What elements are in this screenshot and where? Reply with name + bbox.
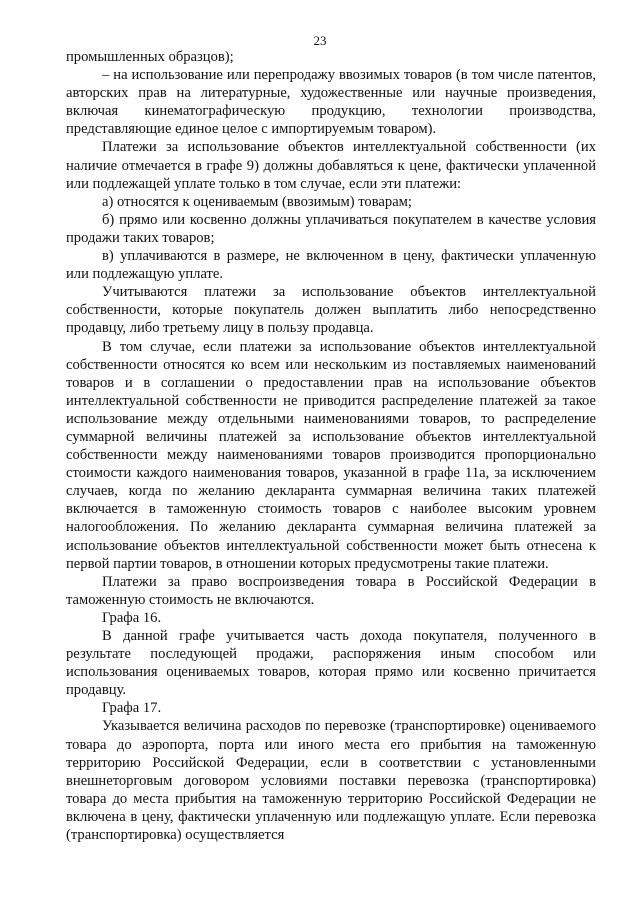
paragraph-5: б) прямо или косвенно должны уплачиваться покупателем в качестве условия продажи таких товаров; bbox=[66, 211, 596, 246]
paragraph-4: а) относятся к оцениваемым (ввозимым) товарам; bbox=[102, 193, 412, 210]
section-heading-16: Графа 16. bbox=[102, 609, 162, 626]
paragraph-2: – на использование или перепродажу ввозимых товаров (в том числе патентов, авторских прав на литературные, художественные или научные произведения, включая кинематографическую продукцию, технологии производства, представляющие единое целое с импортируемым товаром). bbox=[66, 67, 596, 138]
paragraph-6: в) уплачиваются в размере, не включенном в цену, фактически уплаченную или подлежащую уплате. bbox=[66, 248, 596, 283]
paragraph-11: В данной графе учитывается часть дохода покупателя, полученного в результате последующей продажи, распоряжения иным способом или использования оцениваемых товаров, которая прямо или косвенно причитается продавцу. bbox=[66, 628, 596, 699]
section-heading-17: Графа 17. bbox=[102, 700, 162, 717]
paragraph-7: Учитываются платежи за использование объектов интеллектуальной собственности, которые покупатель должен выплатить либо непосредственно продавцу, либо третьему лицу в пользу продавца. bbox=[66, 284, 596, 337]
paragraph-3: Платежи за использование объектов интеллектуальной собственности (их наличие отмечается в графе 9) должны добавляться к цене, фактически уплаченной или подлежащей уплате только в том случае, если эти платежи: bbox=[66, 139, 596, 192]
paragraph-1: промышленных образцов); bbox=[66, 49, 234, 65]
paragraph-9: Платежи за право воспроизведения товара в Российской Федерации в таможенную стоимость не включаются. bbox=[66, 573, 596, 608]
paragraph-8: В том случае, если платежи за использование объектов интеллектуальной собственности относятся ко всем или нескольким из поставляемых наименований товаров и в соглашении о предоставлении прав на использование объектов интеллектуальной собственности не приводится распределение платежей за такое использование между отдельными наименованиями товаров, то распределение суммарной величины платежей за использование объектов интеллектуальной собственности между наименованиями товаров производится пропорционально стоимости каждого наименования товаров, указанной в графе 11а, за исключением случаев, когда по желанию декларанта суммарная величина таких платежей включается в таможенную стоимость товаров с наиболее высоким уровнем налогообложения. По желанию декларанта суммарная величина платежей за использование объектов интеллектуальной собственности может быть отнесена к первой партии товаров, в отношении которых предусмотрены такие платежи. bbox=[66, 338, 596, 572]
page-number: 23 bbox=[313, 33, 327, 48]
document-body bbox=[66, 48, 596, 844]
paragraph-13: Указывается величина расходов по перевозке (транспортировке) оцениваемого товара до аэропорта, порта или иного места его прибытия на таможенную территорию Российской Федерации, если в соответствии с установленными внешнеторговым договором условиями поставки перевозка (транспортировка) товара до места прибытия на таможенную территорию Российской Федерации не включена в цену, фактически уплаченную или подлежащую уплате. Если перевозка (транспортировка) осуществляется bbox=[66, 718, 596, 844]
